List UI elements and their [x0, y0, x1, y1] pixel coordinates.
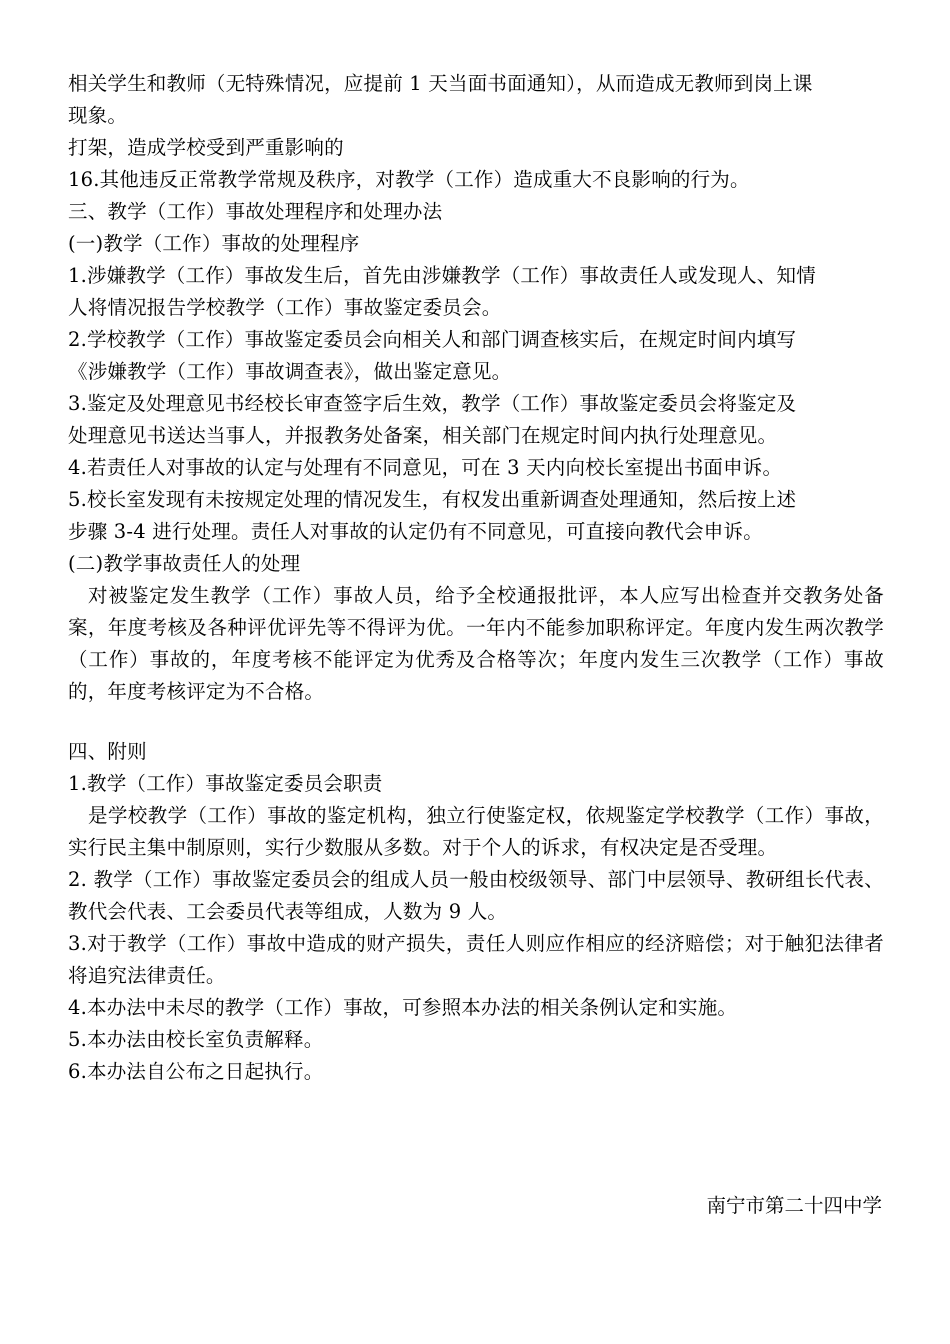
section-heading-3: 三、教学（工作）事故处理程序和处理办法 [68, 200, 443, 223]
clause-16: 16.其他违反正常教学常规及秩序，对教学（工作）造成重大不良影响的行为。 [68, 168, 750, 191]
procedure-step-2: 2.学校教学（工作）事故鉴定委员会向相关人和部门调查核实后，在规定时间内填写 [68, 328, 797, 351]
subsection-heading-1: (一)教学（工作）事故的处理程序 [68, 232, 360, 255]
text-line: 步骤 3-4 进行处理。责任人对事故的认定仍有不同意见，可直接向教代会申诉。 [68, 520, 763, 543]
appendix-item-6: 6.本办法自公布之日起执行。 [68, 1060, 324, 1083]
procedure-step-1: 1.涉嫌教学（工作）事故发生后，首先由涉嫌教学（工作）事故责任人或发现人、知情 [68, 264, 816, 287]
procedure-step-5: 5.校长室发现有未按规定处理的情况发生，有权发出重新调查处理通知，然后按上述 [68, 488, 797, 511]
procedure-step-4: 4.若责任人对事故的认定与处理有不同意见，可在 3 天内向校长室提出书面申诉。 [68, 456, 783, 479]
text-line: 人将情况报告学校教学（工作）事故鉴定委员会。 [68, 296, 502, 319]
text-line: 处理意见书送达当事人，并报教务处备案，相关部门在规定时间内执行处理意见。 [68, 424, 778, 447]
appendix-item-1-title: 1.教学（工作）事故鉴定委员会职责 [68, 772, 383, 795]
appendix-heading: 四、附则 [68, 740, 147, 763]
appendix-item-1-body: 是学校教学（工作）事故的鉴定机构，独立行使鉴定权，依规鉴定学校教学（工作）事故，实行民主集中制原则，实行少数服从多数。对于个人的诉求，有权决定是否受理。 [68, 804, 884, 859]
appendix-item-5: 5.本办法由校长室负责解释。 [68, 1028, 324, 1051]
responsibility-paragraph: 对被鉴定发生教学（工作）事故人员，给予全校通报批评，本人应写出检查并交教务处备案，年度考核及各种评优评先等不得评为优。一年内不能参加职称评定。年度内发生两次教学（工作）事故的，年度考核不能评定为优秀及合格等次；年度内发生三次教学（工作）事故的，年度考核评定为不合格。 [68, 584, 884, 703]
appendix-item-4: 4.本办法中未尽的教学（工作）事故，可参照本办法的相关条例认定和实施。 [68, 996, 738, 1019]
procedure-step-3: 3.鉴定及处理意见书经校长审查签字后生效，教学（工作）事故鉴定委员会将鉴定及 [68, 392, 797, 415]
text-line: 相关学生和教师（无特殊情况，应提前 1 天当面书面通知），从而造成无教师到岗上课 [68, 72, 813, 95]
appendix-item-3: 3.对于教学（工作）事故中造成的财产损失，责任人则应作相应的经济赔偿；对于触犯法律者将追究法律责任。 [68, 932, 884, 987]
document-body [68, 68, 884, 1088]
text-line: 《涉嫌教学（工作）事故调查表》，做出鉴定意见。 [68, 360, 512, 383]
blank-line [68, 708, 884, 736]
school-signature: 南宁市第二十四中学 [706, 1194, 882, 1217]
subsection-heading-2: (二)教学事故责任人的处理 [68, 552, 301, 575]
text-line: 现象。 [68, 104, 128, 127]
appendix-item-2: 2. 教学（工作）事故鉴定委员会的组成人员一般由校级领导、部门中层领导、教研组长代表、教代会代表、工会委员代表等组成，人数为 9 人。 [68, 868, 884, 923]
text-line: 打架，造成学校受到严重影响的 [68, 136, 344, 159]
